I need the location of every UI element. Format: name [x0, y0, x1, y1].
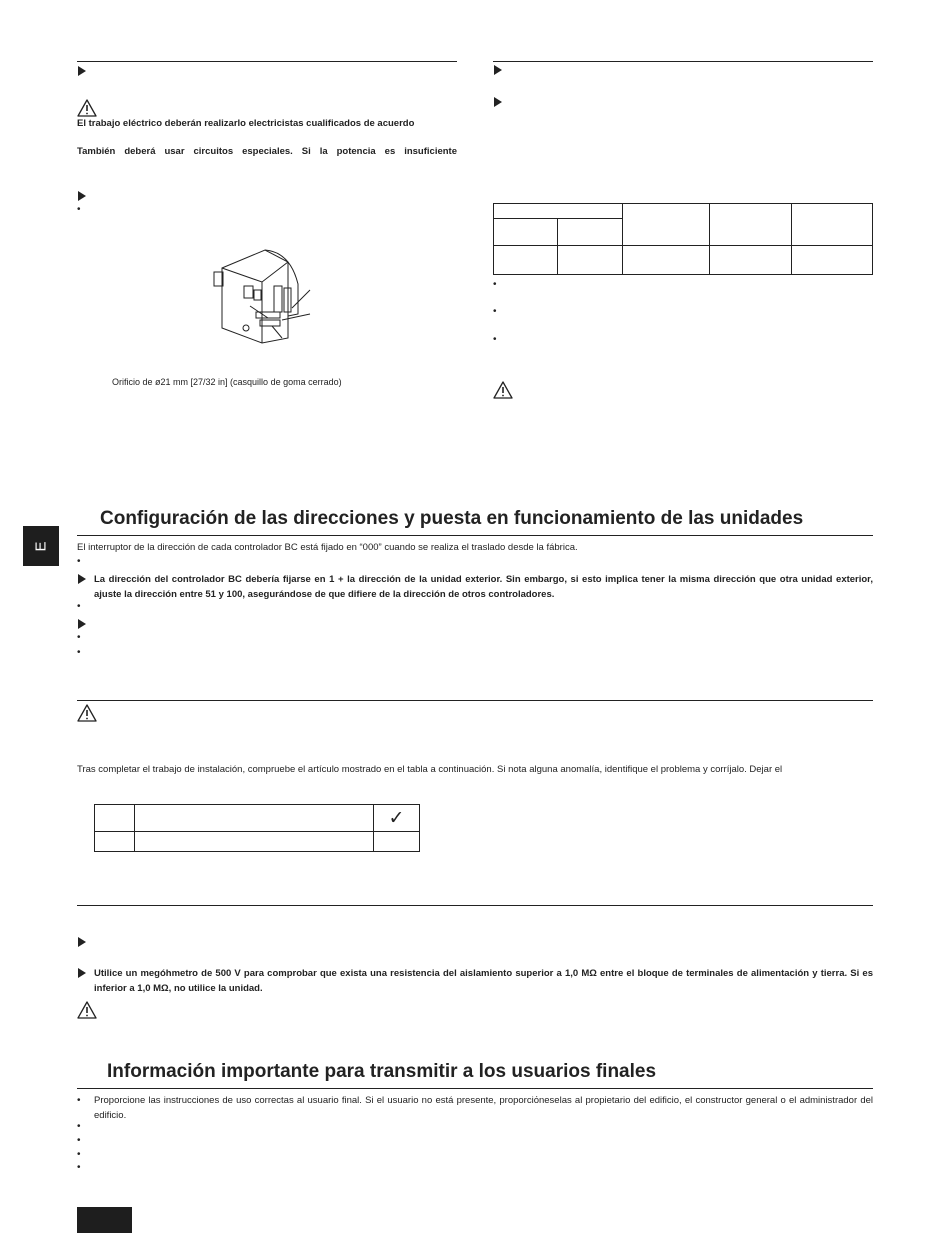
bullet-marker: • — [77, 601, 81, 612]
electrical-warning-line-2: También deberá usar circuitos especiales. Si la potencia es insuficiente — [77, 146, 457, 157]
warning-icon — [77, 99, 97, 117]
table-cell — [494, 219, 558, 246]
users-bullet-1: Proporcione las instrucciones de uso correctas al usuario final. Si el usuario no está presente, proporciόneselas al propietario del edificio, el constructor general o el administrador del edificio. — [94, 1095, 873, 1121]
arrow-marker-icon — [78, 619, 86, 629]
bullet-marker: • — [493, 306, 497, 317]
electrical-warning-line-1: El trabajo eléctrico deberán realizarlo electricistas cualificados de acuerdo — [77, 118, 415, 129]
top-rule-left — [77, 61, 457, 62]
table-cell — [494, 246, 558, 275]
section-rule — [77, 1088, 873, 1089]
arrow-marker-icon — [78, 66, 86, 76]
table-cell — [135, 832, 374, 852]
table-cell — [622, 204, 709, 246]
table-cell — [95, 805, 135, 832]
table-cell — [135, 805, 374, 832]
table-cell — [558, 219, 622, 246]
arrow-marker-icon — [78, 937, 86, 947]
arrow-marker-icon — [78, 191, 86, 201]
insulation-bold-note: Utilice un megóhmetro de 500 V para comprobar que exista una resistencia del aislamiento superior a 1,0 MΩ entre el bloque de terminales de alimentación y tierra. Si es inferior a 1,0 MΩ, no utilice la unidad. — [94, 968, 873, 994]
check-intro: Tras completar el trabajo de instalación, compruebe el artículo mostrado en el tabla a continuación. Si nota alguna anomalía, identifique el problema y corríjalo. Dejar el — [77, 764, 783, 775]
table-cell — [494, 204, 623, 219]
language-tab-label: E — [32, 540, 50, 552]
table-cell — [95, 832, 135, 852]
arrow-marker-icon — [494, 65, 502, 75]
figure-caption: Orificio de ø21 mm [27/32 in] (casquillo de goma cerrado) — [112, 377, 342, 387]
language-tab — [23, 526, 59, 566]
warning-icon — [77, 1001, 97, 1019]
bullet-marker: • — [77, 647, 81, 658]
bullet-marker: • — [77, 632, 81, 643]
bullet-marker: • — [493, 279, 497, 290]
specification-table — [493, 203, 873, 275]
table-cell — [622, 246, 709, 275]
table-cell — [374, 832, 420, 852]
control-box-illustration — [210, 246, 325, 346]
bullet-marker: • — [77, 204, 81, 215]
address-bold-note: La dirección del controlador BC debería fijarse en 1 + la dirección de la unidad exterior. Sin embargo, si esto implica tener la misma dirección que otra unidad exterior, ajuste la dirección entre 51 y 100, asegurándose de que difiere de la dirección de otros controladores. — [94, 574, 873, 600]
table-cell — [710, 246, 791, 275]
check-table — [94, 804, 420, 852]
top-rule-right — [493, 61, 873, 62]
table-cell — [558, 246, 622, 275]
arrow-marker-icon — [78, 574, 86, 584]
section-title-address: Configuración de las direcciones y puesta en funcionamiento de las unidades — [100, 508, 804, 529]
arrow-marker-icon — [494, 97, 502, 107]
bullet-marker: • — [493, 334, 497, 345]
section-rule — [77, 700, 873, 701]
bullet-marker: • — [77, 1135, 81, 1146]
warning-icon — [77, 704, 97, 722]
bullet-marker: • — [77, 1162, 81, 1173]
arrow-marker-icon — [78, 968, 86, 978]
warning-icon — [493, 381, 513, 399]
address-intro: El interruptor de la dirección de cada controlador BC está fijado en “000” cuando se realiza el traslado desde la fábrica. — [77, 542, 578, 553]
section-rule — [77, 905, 873, 906]
check-mark-icon: ✓ — [374, 805, 420, 832]
table-cell — [791, 246, 872, 275]
bullet-marker: • — [77, 1095, 81, 1106]
section-title-users: Información importante para transmitir a los usuarios finales — [107, 1061, 657, 1082]
section-rule — [77, 535, 873, 536]
bullet-marker: • — [77, 1121, 81, 1132]
table-cell — [710, 204, 791, 246]
table-cell — [791, 204, 872, 246]
page-number-tab — [77, 1207, 132, 1233]
bullet-marker: • — [77, 1149, 81, 1160]
bullet-marker: • — [77, 556, 81, 567]
